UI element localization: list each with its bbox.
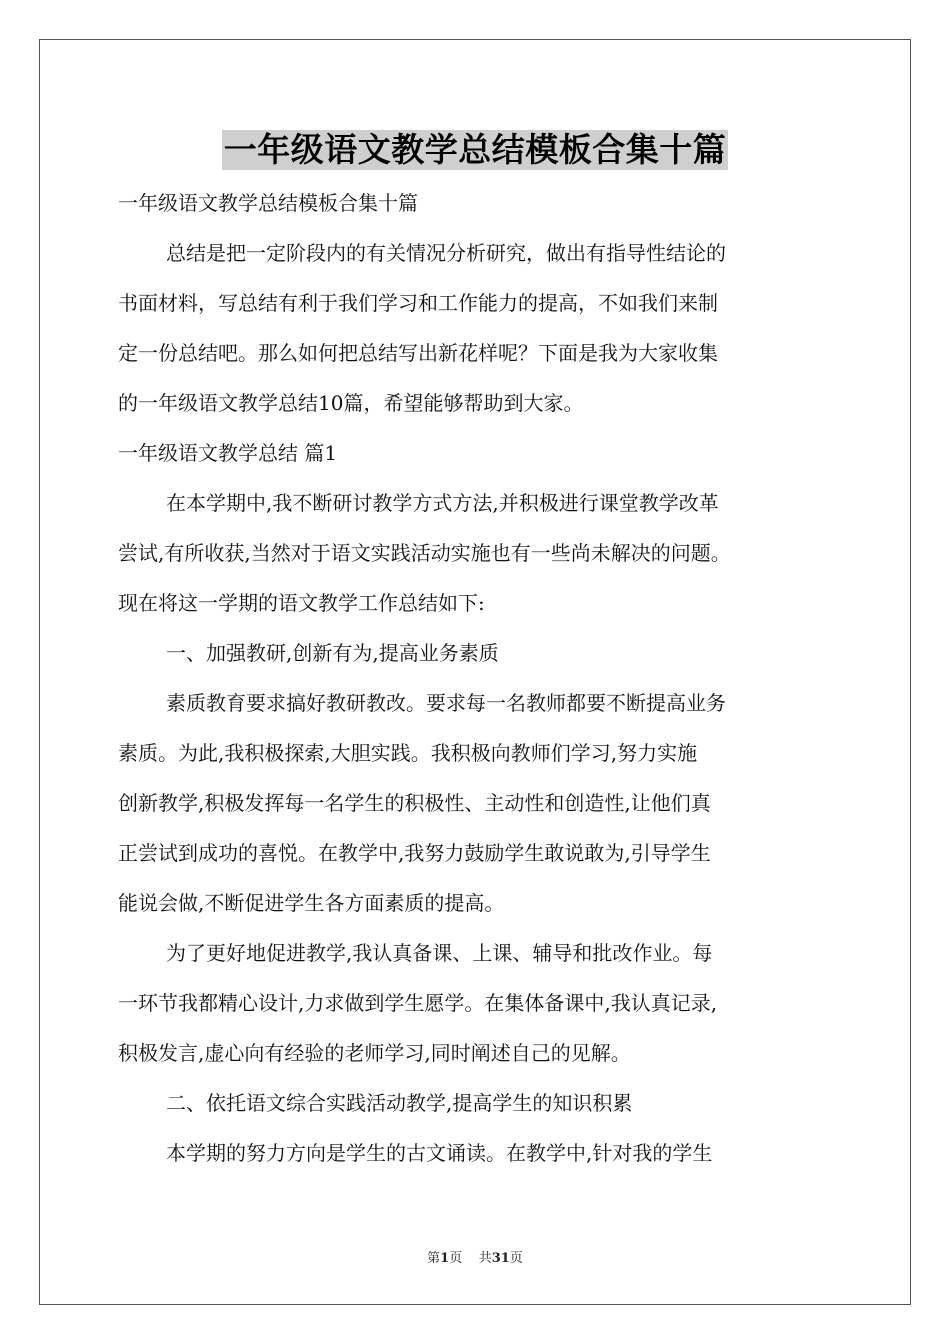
current-page-number: 1: [440, 1251, 450, 1266]
body-line: 一年级语文教学总结模板合集十篇: [118, 191, 418, 215]
document-title: 一年级语文教学总结模板合集十篇: [223, 130, 727, 169]
footer-mid: 页 共: [449, 1251, 492, 1266]
document-body: [118, 178, 836, 1178]
body-line: 能说会做,不断促进学生各方面素质的提高。: [118, 891, 505, 915]
section-heading: 一年级语文教学总结 篇1: [118, 441, 338, 465]
body-line: 的一年级语文教学总结10篇，希望能够帮助到大家。: [118, 391, 584, 415]
body-line: 为了更好地促进教学,我认真备课、上课、辅导和批改作业。每: [166, 941, 713, 965]
body-line: 本学期的努力方向是学生的古文诵读。在教学中,针对我的学生: [166, 1141, 713, 1165]
title-wrap: [0, 130, 950, 170]
body-line: 尝试,有所收获,当然对于语文实践活动实施也有一些尚未解决的问题。: [118, 541, 731, 565]
body-line: 正尝试到成功的喜悦。在教学中,我努力鼓励学生敢说敢为,引导学生: [118, 841, 711, 865]
body-line: 素质教育要求搞好教研教改。要求每一名教师都要不断提高业务: [166, 691, 726, 715]
subsection-heading: 二、依托语文综合实践活动教学,提高学生的知识积累: [166, 1091, 633, 1115]
page-footer: [0, 1247, 950, 1266]
body-line: 现在将这一学期的语文教学工作总结如下:: [118, 591, 485, 615]
body-line: 定一份总结吧。那么如何把总结写出新花样呢？下面是我为大家收集: [118, 341, 718, 365]
body-line: 一环节我都精心设计,力求做到学生愿学。在集体备课中,我认真记录,: [118, 991, 718, 1015]
footer-prefix: 第: [427, 1251, 441, 1266]
body-line: 总结是把一定阶段内的有关情况分析研究，做出有指导性结论的: [166, 241, 726, 265]
subsection-heading: 一、加强教研,创新有为,提高业务素质: [166, 641, 499, 665]
body-line: 素质。为此,我积极探索,大胆实践。我积极向教师们学习,努力实施: [118, 741, 698, 765]
body-line: 在本学期中,我不断研讨教学方式方法,并积极进行课堂教学改革: [166, 491, 719, 515]
total-page-number: 31: [491, 1251, 510, 1266]
body-line: 积极发言,虚心向有经验的老师学习,同时阐述自己的见解。: [118, 1041, 631, 1065]
body-line: 书面材料，写总结有利于我们学习和工作能力的提高，不如我们来制: [118, 291, 718, 315]
footer-suffix: 页: [509, 1251, 523, 1266]
body-line: 创新教学,积极发挥每一名学生的积极性、主动性和创造性,让他们真: [118, 791, 711, 815]
